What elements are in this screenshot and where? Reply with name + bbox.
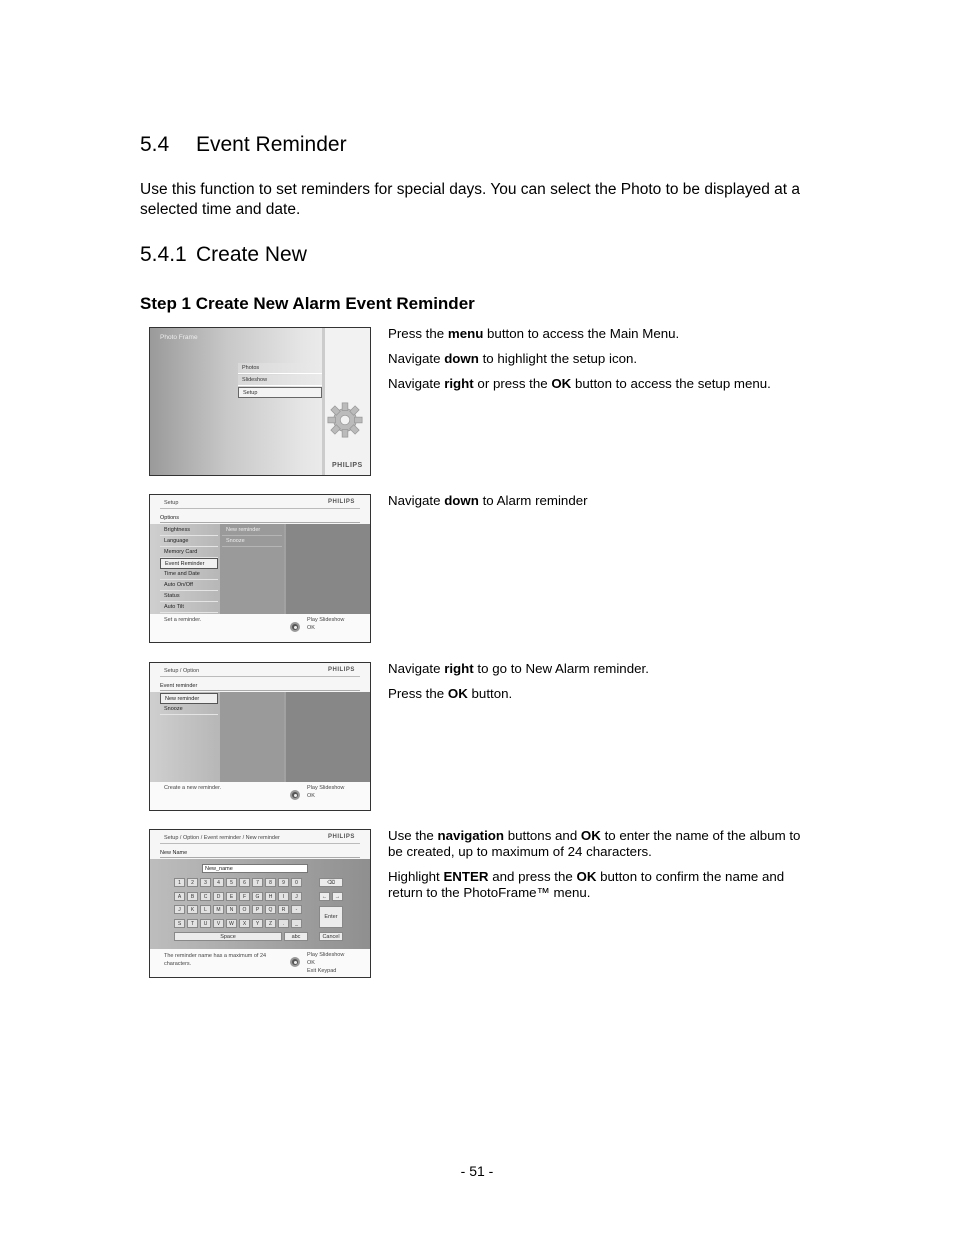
section-number: 5.4 — [140, 133, 170, 156]
legend-play: Play Slideshow — [307, 785, 345, 791]
instruction-keyword: right — [444, 376, 474, 391]
legend-ok: OK — [307, 793, 315, 799]
preview-area — [286, 524, 370, 614]
keyboard-key: L — [200, 905, 211, 914]
instruction-paragraph — [388, 376, 808, 392]
keyboard-key: _ — [291, 919, 302, 928]
instruction-keyword: right — [444, 661, 474, 676]
legend-play: Play Slideshow — [307, 952, 345, 958]
screenshot-main-menu — [149, 327, 371, 476]
screenshot-event-reminder — [149, 662, 371, 811]
hint-text: Create a new reminder. — [164, 785, 222, 791]
list-item: Language — [160, 536, 218, 547]
screen-header-text: Setup / Option — [164, 668, 200, 674]
keyboard-key: S — [174, 919, 185, 928]
instruction-keyword: ENTER — [443, 869, 489, 884]
keyboard-key: 0 — [291, 878, 302, 887]
submenu-item: Snooze — [222, 536, 282, 547]
keyboard-key: P — [252, 905, 263, 914]
keyboard-key: M — [213, 905, 224, 914]
screenshot-setup-options — [149, 494, 371, 643]
subsection-number: 5.4.1 — [140, 243, 187, 266]
ok-button-icon — [290, 790, 300, 800]
instruction-text: button to access the Main Menu. — [483, 326, 680, 341]
instruction-keyword: down — [444, 493, 479, 508]
screen-header-text: Setup — [164, 500, 179, 506]
list-item: Status — [160, 591, 218, 602]
section-heading — [140, 133, 347, 157]
instruction-text: Navigate — [388, 493, 445, 508]
keyboard-key: J — [174, 905, 185, 914]
instruction-keyword: menu — [447, 326, 484, 341]
instruction-paragraph — [388, 351, 808, 367]
instruction-keyword: OK — [447, 686, 468, 701]
instruction-block-1 — [388, 326, 808, 401]
ok-button-icon — [290, 957, 300, 967]
instruction-paragraph — [388, 326, 808, 342]
instruction-paragraph — [388, 661, 808, 677]
instruction-text: to highlight the setup icon. — [478, 351, 638, 366]
philips-logo: PHILIPS — [328, 834, 355, 840]
philips-logo: PHILIPS — [328, 667, 355, 673]
philips-logo: PHILIPS — [328, 499, 355, 505]
instruction-paragraph — [388, 828, 808, 860]
instruction-text: or press the — [473, 376, 552, 391]
keyboard-key: 3 — [200, 878, 211, 887]
legend-ok: OK — [307, 960, 315, 966]
keyboard-key: 7 — [252, 878, 263, 887]
screenshot-name-keyboard — [149, 829, 371, 978]
instruction-text: Use the — [388, 828, 438, 843]
keyboard-key: E — [226, 892, 237, 901]
keyboard-key: 8 — [265, 878, 276, 887]
menu-item-photos: Photos — [238, 363, 322, 374]
list-item: Snooze — [160, 704, 218, 715]
keyboard-key: N — [226, 905, 237, 914]
instruction-paragraph — [388, 686, 808, 702]
instruction-paragraph — [388, 493, 808, 509]
hint-text: The reminder name has a maximum of 24 characters. — [164, 953, 267, 967]
keyboard-key: D — [213, 892, 224, 901]
instruction-keyword: OK — [580, 828, 601, 843]
step-title: Step 1 Create New Alarm Event Reminder — [140, 294, 475, 313]
keyboard-key: Q — [265, 905, 276, 914]
instruction-text: to go to New Alarm reminder. — [473, 661, 649, 676]
instruction-text: buttons and — [504, 828, 581, 843]
arrow-right-key: → — [332, 892, 343, 901]
keyboard-key: 4 — [213, 878, 224, 887]
instruction-text: Press the — [388, 326, 448, 341]
keyboard-key: 2 — [187, 878, 198, 887]
screen-footer — [150, 782, 370, 810]
keyboard-key: B — [187, 892, 198, 901]
hint-text: Set a reminder. — [164, 617, 202, 623]
keyboard-key: C — [200, 892, 211, 901]
list-item: Auto Tilt — [160, 602, 218, 613]
keyboard-key: W — [226, 919, 237, 928]
list-item: Time and Date — [160, 569, 218, 580]
instruction-text: Press the — [388, 686, 448, 701]
menu-item-setup: Setup — [238, 387, 322, 398]
breadcrumb: Event reminder — [160, 681, 360, 691]
instruction-text: Navigate — [388, 376, 445, 391]
keyboard-key: . — [278, 919, 289, 928]
keyboard-key: O — [239, 905, 250, 914]
submenu-column — [220, 692, 284, 782]
keyboard-key: G — [252, 892, 263, 901]
breadcrumb: Options — [160, 513, 360, 523]
keyboard-key: H — [265, 892, 276, 901]
legend-exit-keypad: Exit Keypad — [307, 968, 337, 974]
instruction-text: Navigate — [388, 661, 445, 676]
screen-title: Photo Frame — [160, 334, 198, 341]
space-key: Space — [174, 932, 282, 941]
keyboard-key: 6 — [239, 878, 250, 887]
list-item: Brightness — [160, 525, 218, 536]
keyboard-key: 1 — [174, 878, 185, 887]
instruction-text: Navigate — [388, 351, 445, 366]
keyboard-key: Z — [265, 919, 276, 928]
instruction-text: button to confirm the name and return to the PhotoFrame™ menu. — [388, 869, 785, 900]
arrow-left-key: ← — [319, 892, 330, 901]
keyboard-key: T — [187, 919, 198, 928]
keyboard-key: V — [213, 919, 224, 928]
instruction-text: Highlight — [388, 869, 444, 884]
keyboard-key: K — [187, 905, 198, 914]
instruction-block-3 — [388, 661, 808, 711]
cancel-key: Cancel — [319, 932, 343, 941]
instruction-text: button. — [467, 686, 513, 701]
ok-button-icon — [290, 622, 300, 632]
instruction-keyword: OK — [551, 376, 572, 391]
gear-icon — [326, 401, 364, 439]
philips-logo: PHILIPS — [332, 462, 363, 469]
instruction-text: to enter the name of the album to be created, up to maximum of 24 characters. — [388, 828, 801, 859]
keyboard-key: U — [200, 919, 211, 928]
list-item: Event Reminder — [160, 558, 218, 569]
instruction-block-2 — [388, 493, 808, 518]
keyboard-key: R — [278, 905, 289, 914]
intro-paragraph: Use this function to set reminders for special days. You can select the Photo to be displayed at a selected time and date. — [140, 181, 800, 218]
keyboard-key: I — [278, 892, 289, 901]
keyboard-key: Y — [252, 919, 263, 928]
list-item: Memory Card — [160, 547, 218, 558]
instruction-keyword: down — [444, 351, 479, 366]
page-number: - 51 - — [460, 1163, 494, 1179]
list-item: Auto On/Off — [160, 580, 218, 591]
instruction-keyword: navigation — [437, 828, 505, 843]
screen-footer — [150, 614, 370, 642]
enter-key: Enter — [319, 906, 343, 928]
menu-item-slideshow: Slideshow — [238, 375, 322, 386]
keyboard-key: A — [174, 892, 185, 901]
abc-key: abc — [284, 932, 308, 941]
section-title: Event Reminder — [196, 133, 347, 156]
legend-ok: OK — [307, 625, 315, 631]
keyboard-key: 5 — [226, 878, 237, 887]
keyboard-key: - — [291, 905, 302, 914]
keyboard-key: F — [239, 892, 250, 901]
instruction-paragraph — [388, 869, 808, 901]
list-item: New reminder — [160, 693, 218, 704]
keyboard-key: 9 — [278, 878, 289, 887]
screen-header-text: Setup / Option / Event reminder / New reminder — [164, 835, 280, 841]
legend-play: Play Slideshow — [307, 617, 345, 623]
instruction-keyword: OK — [576, 869, 597, 884]
instruction-text: and press the — [488, 869, 577, 884]
instruction-block-4 — [388, 828, 808, 910]
instruction-text: to Alarm reminder — [478, 493, 588, 508]
subsection-heading — [140, 243, 307, 267]
keyboard-key: J — [291, 892, 302, 901]
subsection-title: Create New — [196, 243, 307, 266]
preview-area — [286, 692, 370, 782]
keyboard-key: X — [239, 919, 250, 928]
name-input: New_name — [202, 864, 308, 873]
submenu-item: New reminder — [222, 525, 282, 536]
screen-footer — [150, 949, 370, 977]
breadcrumb: New Name — [160, 848, 360, 858]
backspace-key: ⌫ — [319, 878, 343, 887]
instruction-text: button to access the setup menu. — [571, 376, 771, 391]
